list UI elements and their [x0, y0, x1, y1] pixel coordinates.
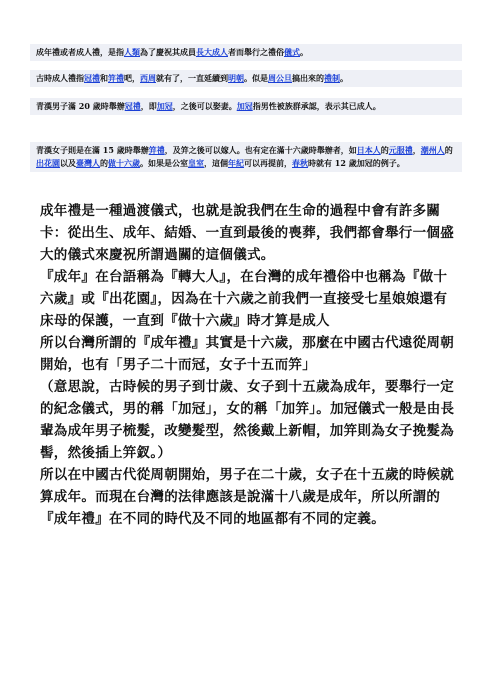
body-paragraph: 所以在中國古代從周朝開始，男子在二十歲，女子在十五歲的時候就算成年。而現在台灣的法律應該是說滿十八歲是成年，所以所謂的『成年禮』在不同的時代及不同的地區都有不同的定義。: [40, 467, 454, 527]
card-text: 古時成人禮指: [36, 73, 84, 83]
card-text: 的: [380, 145, 389, 155]
wiki-link[interactable]: 長大成人: [196, 47, 228, 57]
wiki-link[interactable]: 加冠: [156, 101, 173, 111]
wiki-link[interactable]: 臺灣人: [76, 158, 100, 168]
wiki-link[interactable]: 皇室: [188, 158, 204, 168]
card-text: 時就有 12 歲加冠的例子。: [308, 158, 405, 168]
card-text: ，: [412, 145, 421, 155]
card-text: 可以再提前，: [244, 158, 292, 168]
card-text: 吧，: [124, 73, 140, 83]
wiki-link[interactable]: 年紀: [228, 158, 244, 168]
main-body-text: [40, 200, 460, 530]
wiki-link[interactable]: 冠禮: [84, 73, 100, 83]
wiki-link[interactable]: 禮制: [324, 73, 340, 83]
card-text: 青漢男子滿 20 歲時舉辦: [36, 101, 125, 111]
card-text: 。似是: [244, 73, 268, 83]
card-text: 就有了，一直延續到: [156, 73, 228, 83]
card-text: 。如果是公室: [140, 158, 188, 168]
card-text: 的: [444, 145, 453, 155]
wiki-link[interactable]: 出花園: [36, 158, 60, 168]
card-text: 的: [100, 158, 108, 168]
card-text: ，這個: [204, 158, 228, 168]
body-paragraph: （意思說，古時候的男子到廿歲、女子到十五歲為成年，要舉行一定的紀念儀式，男的稱「加冠」，女的稱「加笄」。加冠儀式一般是由長輩為成年男子梳髮，改變髮型，然後戴上新帽，加笄則為女子挽髮為髻，然後插上笄釵。）: [40, 379, 455, 461]
card-text: 指男性被族群承認，表示其已成人。: [252, 101, 381, 111]
body-paragraph: 『成年』在台語稱為『轉大人』，在台灣的成年禮俗中也稱為『做十六歲』或『出花園』，因為在十六歲之前我們一直接受七星娘娘還有床母的保護，一直到『做十六歲』時才算是成人: [40, 269, 448, 329]
card-text: 成年禮或者成人禮，是指: [36, 47, 124, 57]
body-paragraph: 所以台灣所謂的『成年禮』其實是十六歲，那麼在中國古代遠從周朝開始，也有「男子二十而冠，女子十五而笄」: [40, 335, 454, 373]
wiki-link[interactable]: 加冠: [236, 101, 253, 111]
excerpt-card-history: [30, 70, 462, 87]
excerpt-card-male-rite: [30, 98, 462, 115]
wiki-link[interactable]: 元服禮: [388, 145, 413, 155]
card-text: ，之後可以娶妻。: [172, 101, 237, 111]
card-text: 以及: [60, 158, 76, 168]
wiki-link[interactable]: 冠禮: [124, 101, 141, 111]
wiki-link[interactable]: 明朝: [228, 73, 244, 83]
wiki-link[interactable]: 做十六歲: [108, 158, 140, 168]
wiki-link[interactable]: 儀式: [284, 47, 300, 57]
excerpt-card-definition: [30, 44, 462, 61]
card-text: 青漢女子則是在滿 15 歲時舉辦: [36, 145, 149, 155]
card-text: ，及笄之後可以嫁人。也有定在滿十六歲時舉辦者，如: [164, 145, 357, 155]
wiki-link[interactable]: 笄禮: [148, 145, 165, 155]
wiki-link[interactable]: 日本人: [356, 145, 381, 155]
excerpt-card-female-rite: [30, 142, 462, 172]
card-text: ，即: [140, 101, 157, 111]
wiki-link[interactable]: 人類: [124, 47, 140, 57]
wiki-link[interactable]: 西周: [140, 73, 156, 83]
wiki-link[interactable]: 潮州人: [420, 145, 445, 155]
card-text: 搞出來的: [292, 73, 324, 83]
card-text: 和: [100, 73, 108, 83]
card-text: 為了慶祝其成員: [140, 47, 196, 57]
wiki-link[interactable]: 春秋: [292, 158, 308, 168]
card-text: 。: [340, 73, 348, 83]
body-paragraph: 成年禮是一種過渡儀式，也就是說我們在生命的過程中會有許多關卡：從出生、成年、結婚、一直到最後的喪葬，我們都會舉行一個盛大的儀式來慶祝所謂過關的這個儀式。: [40, 203, 454, 263]
card-text: 。: [300, 47, 308, 57]
wiki-link[interactable]: 周公旦: [268, 73, 292, 83]
wiki-link[interactable]: 笄禮: [108, 73, 124, 83]
card-text: 者而舉行之禮俗: [228, 47, 284, 57]
